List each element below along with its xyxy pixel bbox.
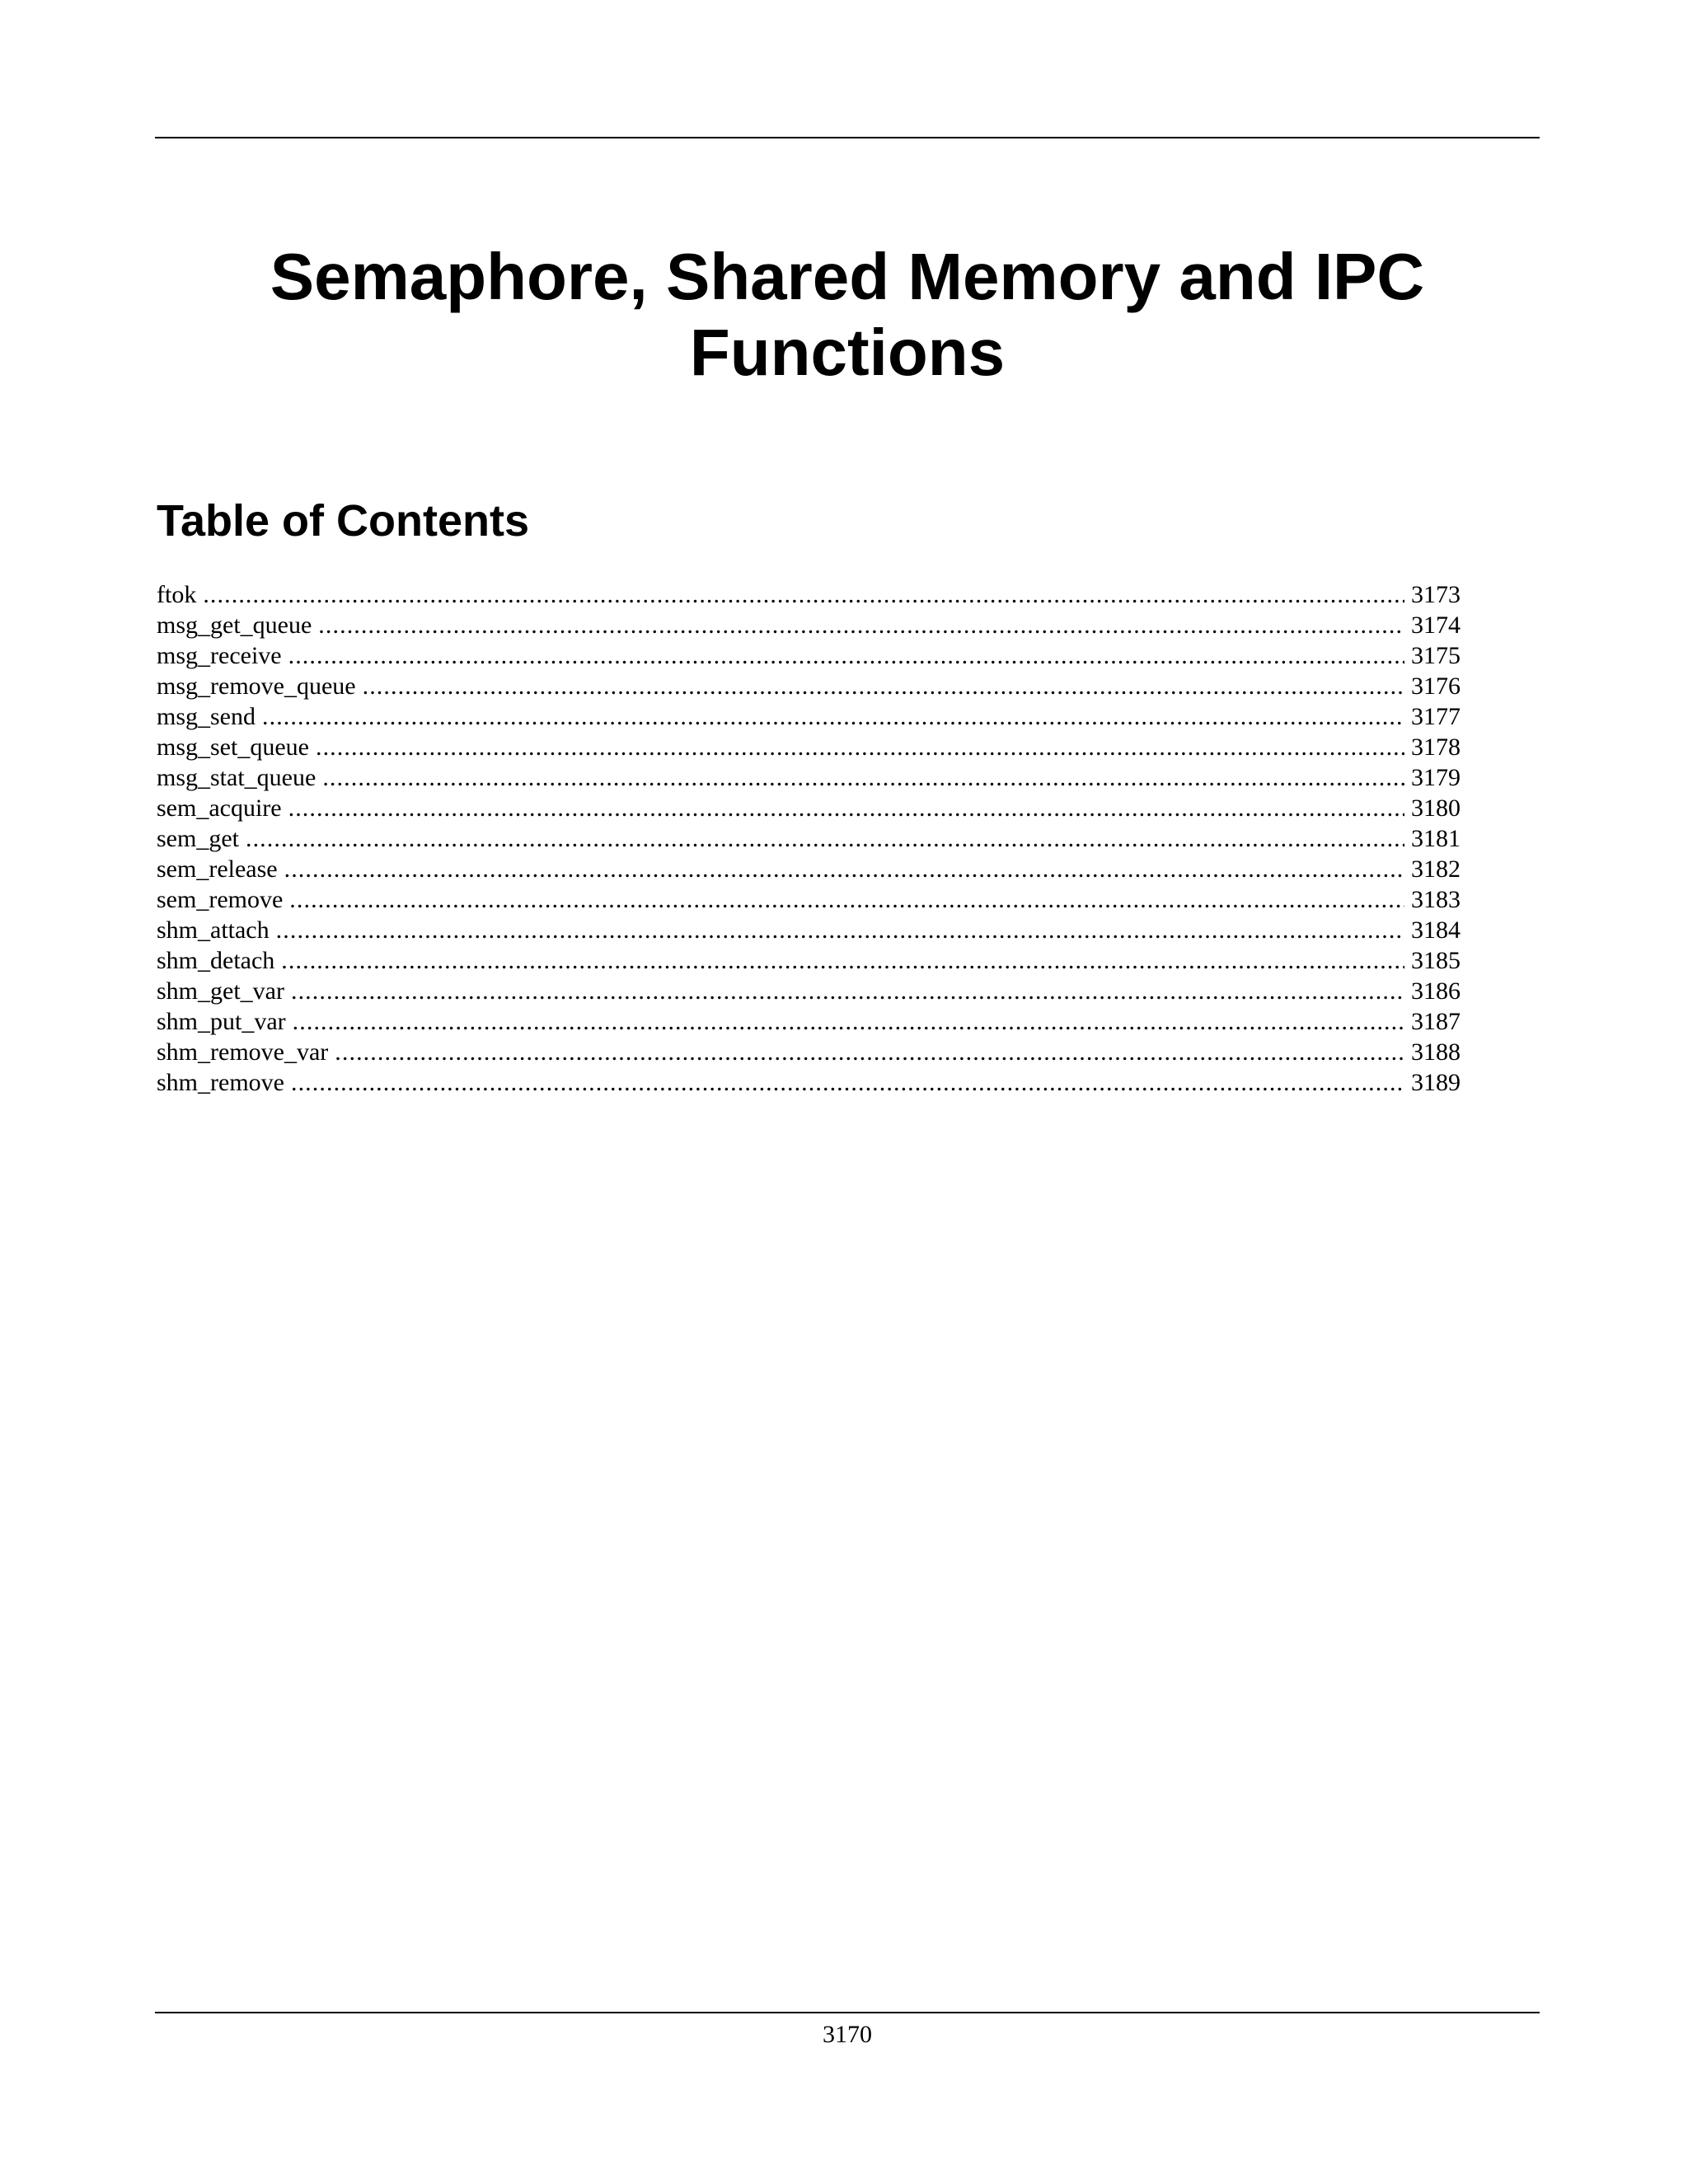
header-rule: [155, 137, 1540, 138]
toc-entry-page[interactable]: 3178: [1411, 733, 1461, 761]
toc-entry-name[interactable]: sem_acquire: [157, 794, 282, 822]
toc-entry-page[interactable]: 3174: [1411, 612, 1461, 639]
toc-heading: Table of Contents: [157, 496, 529, 546]
toc-dot-leader: [318, 610, 1404, 640]
toc-dot-leader: [281, 945, 1404, 976]
toc-list: [157, 579, 1461, 1098]
toc-entry[interactable]: [157, 976, 1461, 1006]
toc-entry-name[interactable]: ftok: [157, 581, 197, 608]
toc-entry-page[interactable]: 3176: [1411, 673, 1461, 700]
toc-dot-leader: [335, 1037, 1404, 1067]
chapter-title: Semaphore, Shared Memory and IPC Functions: [270, 240, 1425, 389]
toc-entry[interactable]: [157, 640, 1461, 671]
toc-entry-page[interactable]: 3173: [1411, 581, 1461, 608]
toc-entry-name[interactable]: msg_get_queue: [157, 612, 312, 639]
toc-dot-leader: [203, 579, 1404, 610]
toc-entry-name[interactable]: sem_release: [157, 855, 278, 883]
toc-entry[interactable]: [157, 823, 1461, 854]
toc-entry-name[interactable]: sem_get: [157, 825, 239, 852]
toc-entry[interactable]: [157, 701, 1461, 732]
toc-entry-page[interactable]: 3189: [1411, 1069, 1461, 1096]
toc-entry-name[interactable]: msg_remove_queue: [157, 673, 356, 700]
toc-entry[interactable]: [157, 915, 1461, 945]
toc-entry[interactable]: [157, 854, 1461, 884]
toc-entry[interactable]: [157, 793, 1461, 823]
toc-entry-page[interactable]: 3180: [1411, 794, 1461, 822]
toc-dot-leader: [291, 1067, 1404, 1098]
toc-entry[interactable]: [157, 579, 1461, 610]
toc-entry-page[interactable]: 3177: [1411, 703, 1461, 730]
footer-rule: [155, 2012, 1540, 2013]
toc-entry-page[interactable]: 3181: [1411, 825, 1461, 852]
toc-entry-name[interactable]: msg_set_queue: [157, 733, 309, 761]
toc-entry-name[interactable]: shm_detach: [157, 947, 275, 974]
toc-entry-page[interactable]: 3184: [1411, 916, 1461, 944]
toc-entry-page[interactable]: 3188: [1411, 1038, 1461, 1066]
toc-entry[interactable]: [157, 1037, 1461, 1067]
toc-dot-leader: [276, 915, 1404, 945]
toc-entry-page[interactable]: 3187: [1411, 1008, 1461, 1035]
toc-entry-name[interactable]: msg_receive: [157, 642, 282, 669]
toc-dot-leader: [289, 884, 1404, 915]
toc-dot-leader: [284, 854, 1404, 884]
toc-dot-leader: [291, 976, 1404, 1006]
toc-entry[interactable]: [157, 884, 1461, 915]
toc-entry-name[interactable]: msg_send: [157, 703, 256, 730]
toc-entry-page[interactable]: 3183: [1411, 886, 1461, 913]
toc-entry-page[interactable]: 3182: [1411, 855, 1461, 883]
toc-entry[interactable]: [157, 945, 1461, 976]
toc-entry[interactable]: [157, 610, 1461, 640]
toc-dot-leader: [262, 701, 1404, 732]
toc-entry-name[interactable]: shm_remove: [157, 1069, 284, 1096]
toc-dot-leader: [363, 671, 1404, 701]
toc-dot-leader: [288, 640, 1404, 671]
toc-entry-name[interactable]: sem_remove: [157, 886, 284, 913]
toc-entry[interactable]: [157, 1006, 1461, 1037]
toc-entry-name[interactable]: msg_stat_queue: [157, 764, 316, 791]
toc-entry[interactable]: [157, 732, 1461, 762]
toc-dot-leader: [288, 793, 1404, 823]
toc-dot-leader: [322, 762, 1404, 793]
toc-dot-leader: [246, 823, 1404, 854]
toc-entry[interactable]: [157, 762, 1461, 793]
toc-dot-leader: [316, 732, 1404, 762]
toc-entry-page[interactable]: 3175: [1411, 642, 1461, 669]
toc-entry-name[interactable]: shm_remove_var: [157, 1038, 329, 1066]
toc-entry-page[interactable]: 3185: [1411, 947, 1461, 974]
page-number: 3170: [823, 2021, 872, 2048]
toc-entry-page[interactable]: 3179: [1411, 764, 1461, 791]
toc-entry-name[interactable]: shm_get_var: [157, 977, 284, 1005]
toc-dot-leader: [293, 1006, 1404, 1037]
toc-entry-page[interactable]: 3186: [1411, 977, 1461, 1005]
toc-entry[interactable]: [157, 1067, 1461, 1098]
toc-entry-name[interactable]: shm_attach: [157, 916, 270, 944]
toc-entry[interactable]: [157, 671, 1461, 701]
toc-entry-name[interactable]: shm_put_var: [157, 1008, 286, 1035]
